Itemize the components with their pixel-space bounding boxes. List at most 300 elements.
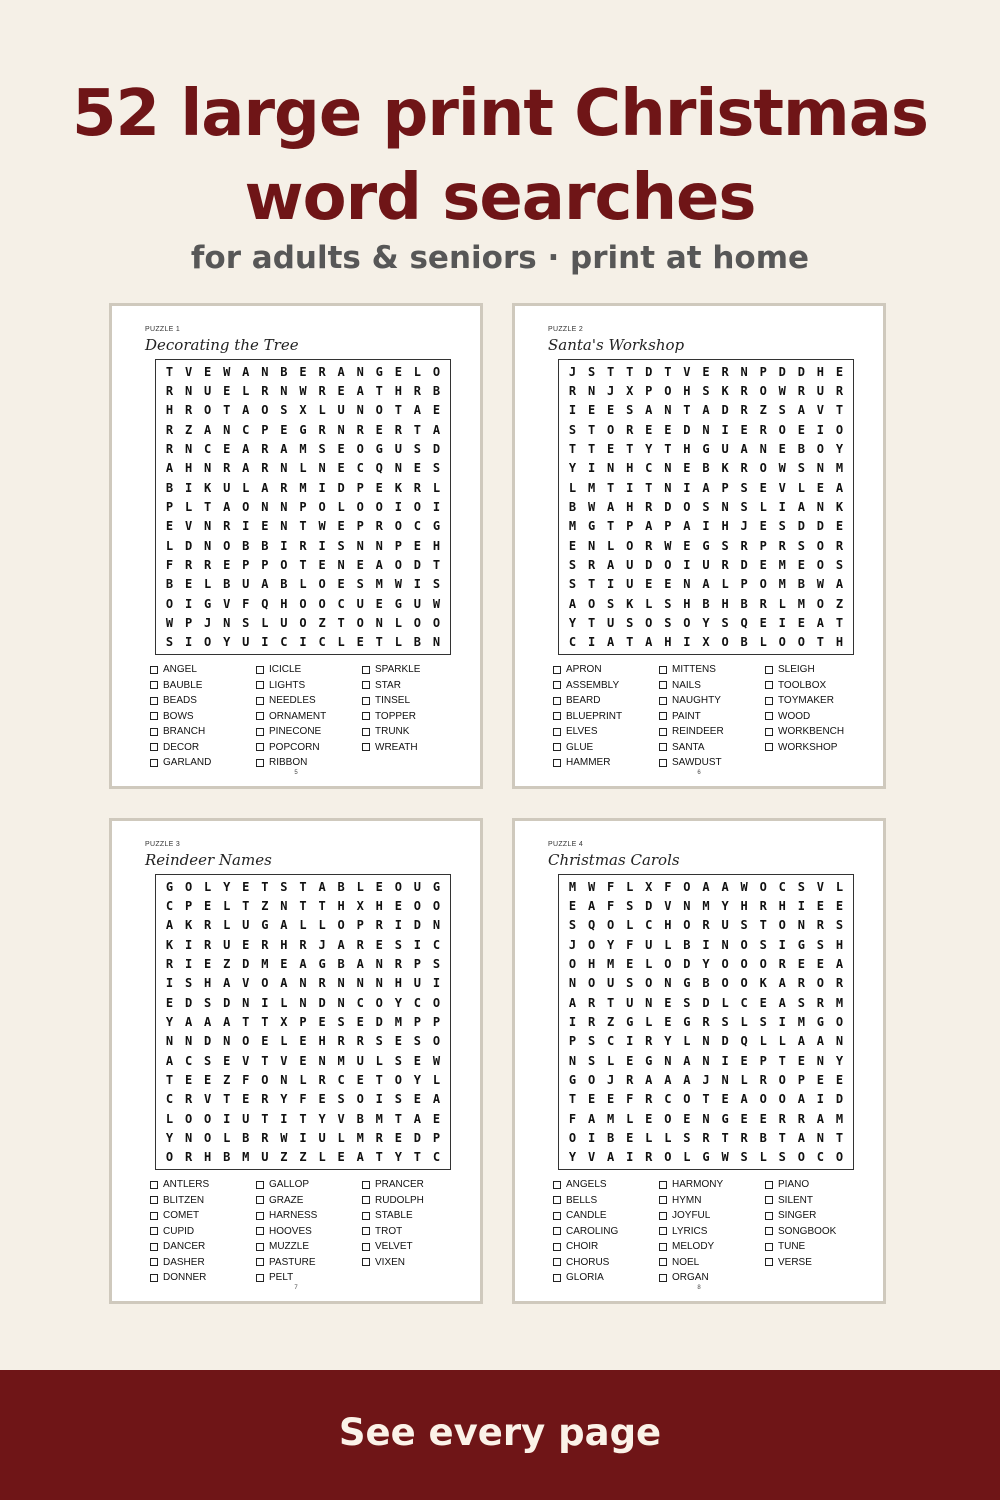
grid-letter: B [337,956,345,971]
grid-letter: R [797,383,805,398]
grid-letter: T [261,1111,269,1126]
word-list-item [659,709,765,725]
grid-letter: W [280,1130,288,1145]
grid-letter: B [261,538,269,553]
checkbox-icon [765,1212,773,1220]
word-label: HAMMER [566,757,611,769]
grid-letter: L [204,577,212,592]
grid-letter: G [683,1014,691,1029]
grid-letter: R [816,995,824,1010]
grid-letter: I [683,480,691,495]
grid-letter: N [797,918,805,933]
grid-letter: E [337,383,345,398]
grid-letter: D [184,538,193,553]
grid-letter: O [432,615,441,630]
grid-letter: H [432,538,441,553]
word-label: SLEIGH [778,664,815,676]
grid-letter: T [413,422,421,437]
grid-letter: Y [607,937,615,952]
grid-letter: E [375,937,383,952]
grid-letter: O [204,403,212,418]
grid-letter: C [165,898,174,913]
checkbox-icon [553,1227,561,1235]
grid-letter: T [607,519,615,534]
grid-letter: E [413,1053,421,1068]
grid-letter: B [223,577,231,592]
checkbox-icon [362,681,370,689]
grid-letter: R [587,1014,596,1029]
grid-letter: O [299,615,307,630]
grid-letter: T [702,1092,710,1107]
grid-letter: R [645,1092,653,1107]
grid-letter: V [587,1150,596,1165]
word-list-item [150,662,256,678]
grid-letter: N [664,403,672,418]
grid-letter: C [740,995,748,1010]
word-list-item [553,1255,659,1271]
grid-letter: E [778,441,786,456]
grid-letter: H [835,937,844,952]
grid-letter: M [568,519,577,534]
grid-letter: Y [318,1111,326,1126]
grid-letter: N [356,976,364,991]
grid-letter: A [816,1034,824,1049]
grid-letter: A [816,1111,824,1126]
grid-letter: I [432,499,441,514]
grid-letter: F [568,1111,577,1126]
grid-letter: I [778,1014,786,1029]
grid-letter: T [299,879,307,894]
grid-letter: H [664,918,672,933]
checkbox-icon [553,697,561,705]
grid-letter: S [394,937,402,952]
grid-letter: F [242,596,250,611]
word-label: PINECONE [269,726,322,738]
word-list-item [256,724,362,740]
grid-letter: S [835,557,844,572]
checkbox-icon [553,1243,561,1251]
word-label: TOOLBOX [778,679,827,691]
grid-letter: E [816,480,824,495]
grid-letter: W [223,364,231,379]
grid-letter: G [432,519,441,534]
grid-letter: L [626,879,634,894]
checkbox-icon [553,712,561,720]
grid-letter: R [835,538,844,553]
grid-letter: U [816,383,824,398]
grid-letter: W [816,577,824,592]
grid-letter: E [759,519,767,534]
grid-letter: R [184,557,193,572]
grid-letter: X [626,383,634,398]
grid-letter: Z [759,403,767,418]
grid-letter: V [184,519,193,534]
grid-letter: E [740,422,748,437]
grid-letter: F [607,879,615,894]
grid-letter: E [626,1053,634,1068]
grid-letter: S [626,898,634,913]
grid-letter: W [721,1150,729,1165]
grid-letter: E [337,441,345,456]
grid-letter: L [204,879,212,894]
grid-letter: B [702,596,710,611]
grid-letter: A [664,1072,672,1087]
grid-letter: O [759,577,767,592]
grid-letter: O [394,1072,402,1087]
grid-letter: T [664,441,672,456]
grid-letter: A [299,956,307,971]
checkbox-icon [765,743,773,751]
grid-letter: I [413,577,421,592]
grid-letter: R [413,480,421,495]
grid-letter: P [261,422,269,437]
grid-letter: P [299,499,307,514]
checkbox-icon [553,1196,561,1204]
word-label: STABLE [375,1210,413,1222]
grid-letter: O [778,918,786,933]
grid-letter: X [299,403,307,418]
grid-letter: D [204,1034,212,1049]
word-label: TINSEL [375,695,411,707]
grid-letter: B [356,1111,364,1126]
grid-letter: E [413,1092,421,1107]
grid-letter: H [683,596,691,611]
grid-letter: S [740,499,748,514]
grid-letter: B [165,577,174,592]
grid-letter: E [816,898,824,913]
grid-letter: E [664,995,672,1010]
grid-letter: O [261,1072,269,1087]
grid-letter: Y [702,615,710,630]
grid-letter: N [607,461,615,476]
checkbox-icon [150,697,158,705]
grid-letter: B [797,441,805,456]
grid-letter: W [778,383,786,398]
grid-letter: N [664,976,672,991]
puzzle-name: Santa's Workshop [548,336,685,354]
grid-letter: M [587,480,596,495]
grid-letter: D [432,441,441,456]
word-label: GRAZE [269,1194,304,1206]
word-label: WORKSHOP [778,741,838,753]
word-label: DASHER [163,1256,205,1268]
word-list-item [553,755,659,771]
grid-letter: L [165,1111,174,1126]
grid-letter: R [759,422,767,437]
word-list-item [362,1177,468,1193]
grid-letter: L [759,499,767,514]
grid-letter: G [432,879,441,894]
grid-letter: E [394,364,402,379]
word-list-item [362,1193,468,1209]
grid-letter: L [645,1130,653,1145]
grid-letter: E [645,422,653,437]
grid-letter: S [204,1053,212,1068]
checkbox-icon [553,728,561,736]
grid-letter: L [626,1111,634,1126]
grid-letter: N [318,461,326,476]
grid-letter: D [645,898,653,913]
grid-letter: B [165,480,174,495]
grid-letter: O [645,615,653,630]
grid-letter: T [607,480,615,495]
grid-letter: E [356,1072,364,1087]
grid-letter: E [664,1014,672,1029]
grid-letter: R [626,1072,634,1087]
grid-letter: K [721,383,729,398]
grid-letter: T [568,441,577,456]
grid-letter: I [184,937,193,952]
grid-letter: O [432,898,441,913]
grid-letter: S [432,461,441,476]
grid-letter: N [702,422,710,437]
word-list-item [553,1193,659,1209]
grid-letter: R [835,976,844,991]
grid-letter: A [702,480,710,495]
grid-letter: L [280,995,288,1010]
word-list-item [553,678,659,694]
grid-letter: R [165,441,174,456]
grid-letter: O [816,596,824,611]
checkbox-icon [659,1258,667,1266]
grid-letter: C [432,937,441,952]
grid-letter: O [587,937,596,952]
grid-letter: V [280,1053,288,1068]
grid-letter: I [626,1150,634,1165]
grid-letter: N [683,898,691,913]
checkbox-icon [553,1181,561,1189]
grid-letter: W [165,615,174,630]
grid-letter: H [626,461,634,476]
grid-letter: R [721,557,729,572]
grid-letter: S [721,1014,729,1029]
grid-letter: P [356,519,364,534]
checkbox-icon [150,1227,158,1235]
grid-letter: H [816,364,824,379]
grid-letter: S [835,918,844,933]
grid-letter: B [568,499,577,514]
footer-banner[interactable] [0,1370,1000,1500]
grid-letter: D [664,499,672,514]
word-label: TRUNK [375,726,410,738]
grid-letter: E [204,1072,212,1087]
grid-letter: N [280,519,288,534]
grid-letter: T [223,403,231,418]
grid-letter: A [280,918,288,933]
grid-letter: H [778,898,786,913]
grid-letter: N [165,1034,174,1049]
grid-letter: O [356,441,364,456]
word-list-item [659,724,765,740]
grid-letter: L [607,538,615,553]
word-list-item [256,755,362,771]
grid-letter: H [204,1150,212,1165]
grid-letter: E [356,1014,364,1029]
grid-letter: H [394,383,402,398]
grid-letter: C [432,1150,441,1165]
checkbox-icon [150,1243,158,1251]
page-number: 7 [294,1285,298,1291]
grid-letter: P [242,557,250,572]
grid-letter: N [645,995,653,1010]
grid-letter: O [816,441,824,456]
checkbox-icon [362,712,370,720]
see-every-page-button[interactable]: See every page [338,1411,662,1454]
grid-letter: H [204,976,212,991]
grid-letter: S [587,1053,596,1068]
grid-letter: R [299,538,307,553]
grid-letter: N [299,976,307,991]
grid-letter: R [337,1034,345,1049]
grid-letter: T [835,615,844,630]
word-list-item [765,724,871,740]
grid-letter: R [702,1014,710,1029]
grid-letter: I [184,596,193,611]
letter-grid [558,359,854,655]
grid-letter: I [165,976,174,991]
grid-letter: O [413,615,421,630]
grid-letter: E [318,1014,326,1029]
grid-letter: N [204,519,212,534]
word-label: GLUE [566,741,594,753]
grid-letter: O [778,422,786,437]
grid-letter: R [375,918,383,933]
checkbox-icon [362,1196,370,1204]
grid-letter: O [204,1111,212,1126]
grid-letter: T [587,441,596,456]
grid-letter: O [204,1130,212,1145]
grid-letter: G [375,441,383,456]
grid-letter: L [337,499,345,514]
grid-letter: E [797,422,805,437]
grid-letter: E [165,519,174,534]
grid-letter: N [184,441,193,456]
grid-letter: U [394,441,402,456]
grid-letter: C [664,1092,672,1107]
grid-letter: T [664,364,672,379]
word-list-item [150,724,256,740]
grid-letter: S [184,976,193,991]
grid-letter: O [356,1092,364,1107]
grid-letter: A [645,519,653,534]
word-list-item [765,709,871,725]
grid-letter: M [797,1014,805,1029]
grid-letter: O [165,1150,174,1165]
grid-letter: A [261,577,269,592]
grid-letter: I [242,519,250,534]
grid-letter: O [394,557,402,572]
grid-letter: Y [394,995,402,1010]
grid-letter: E [184,577,193,592]
word-list-item [553,1208,659,1224]
grid-letter: L [261,615,269,630]
grid-letter: N [261,499,269,514]
grid-letter: E [337,519,345,534]
grid-letter: T [375,635,383,650]
checkbox-icon [256,1227,264,1235]
grid-letter: Q [587,918,596,933]
grid-letter: T [721,1130,729,1145]
checkbox-icon [362,1258,370,1266]
grid-letter: U [702,557,710,572]
grid-letter: L [568,480,577,495]
grid-letter: A [356,956,364,971]
page-number: 8 [697,1285,701,1291]
grid-letter: S [626,976,634,991]
word-label: ASSEMBLY [566,679,620,691]
grid-letter: L [626,918,634,933]
word-label: DANCER [163,1241,206,1253]
word-list-item [150,740,256,756]
grid-letter: A [702,879,710,894]
grid-letter: R [587,995,596,1010]
grid-letter: I [778,615,786,630]
grid-letter: R [318,1072,326,1087]
grid-letter: P [721,480,729,495]
grid-letter: C [318,635,326,650]
grid-letter: L [356,879,364,894]
grid-letter: B [702,976,710,991]
grid-letter: P [184,615,193,630]
grid-letter: L [242,480,250,495]
grid-letter: A [587,1111,596,1126]
grid-letter: O [587,1072,596,1087]
grid-letter: V [184,364,193,379]
grid-letter: I [702,937,710,952]
grid-letter: E [261,519,269,534]
grid-letter: G [797,937,805,952]
grid-letter: T [242,1014,250,1029]
checkbox-icon [256,728,264,736]
grid-letter: Z [299,1150,307,1165]
grid-letter: H [587,956,596,971]
grid-letter: U [626,577,634,592]
grid-letter: Z [280,1150,288,1165]
grid-letter: H [184,461,193,476]
grid-letter: T [759,918,767,933]
grid-letter: A [432,1092,441,1107]
grid-letter: O [318,499,326,514]
grid-letter: G [721,1111,729,1126]
grid-letter: E [645,1111,653,1126]
grid-letter: P [432,1014,441,1029]
word-label: GARLAND [163,757,212,769]
grid-letter: E [797,1053,805,1068]
checkbox-icon [659,1212,667,1220]
word-list-item [553,724,659,740]
grid-letter: I [432,976,441,991]
word-list-item [765,1208,871,1224]
grid-letter: D [242,956,250,971]
grid-letter: W [432,1053,441,1068]
grid-letter: S [778,403,786,418]
grid-letter: A [607,635,615,650]
grid-letter: S [759,1014,767,1029]
grid-letter: T [626,441,634,456]
grid-letter: J [607,1072,615,1087]
grid-letter: R [645,1034,653,1049]
grid-letter: O [413,499,421,514]
grid-letter: N [223,422,231,437]
word-list-item [553,693,659,709]
puzzle-label: PUZZLE 4 [548,841,584,848]
grid-letter: I [318,480,326,495]
grid-letter: A [165,918,174,933]
grid-letter: S [797,879,805,894]
grid-letter: V [204,1092,212,1107]
word-list-item [256,1193,362,1209]
grid-letter: S [664,615,672,630]
